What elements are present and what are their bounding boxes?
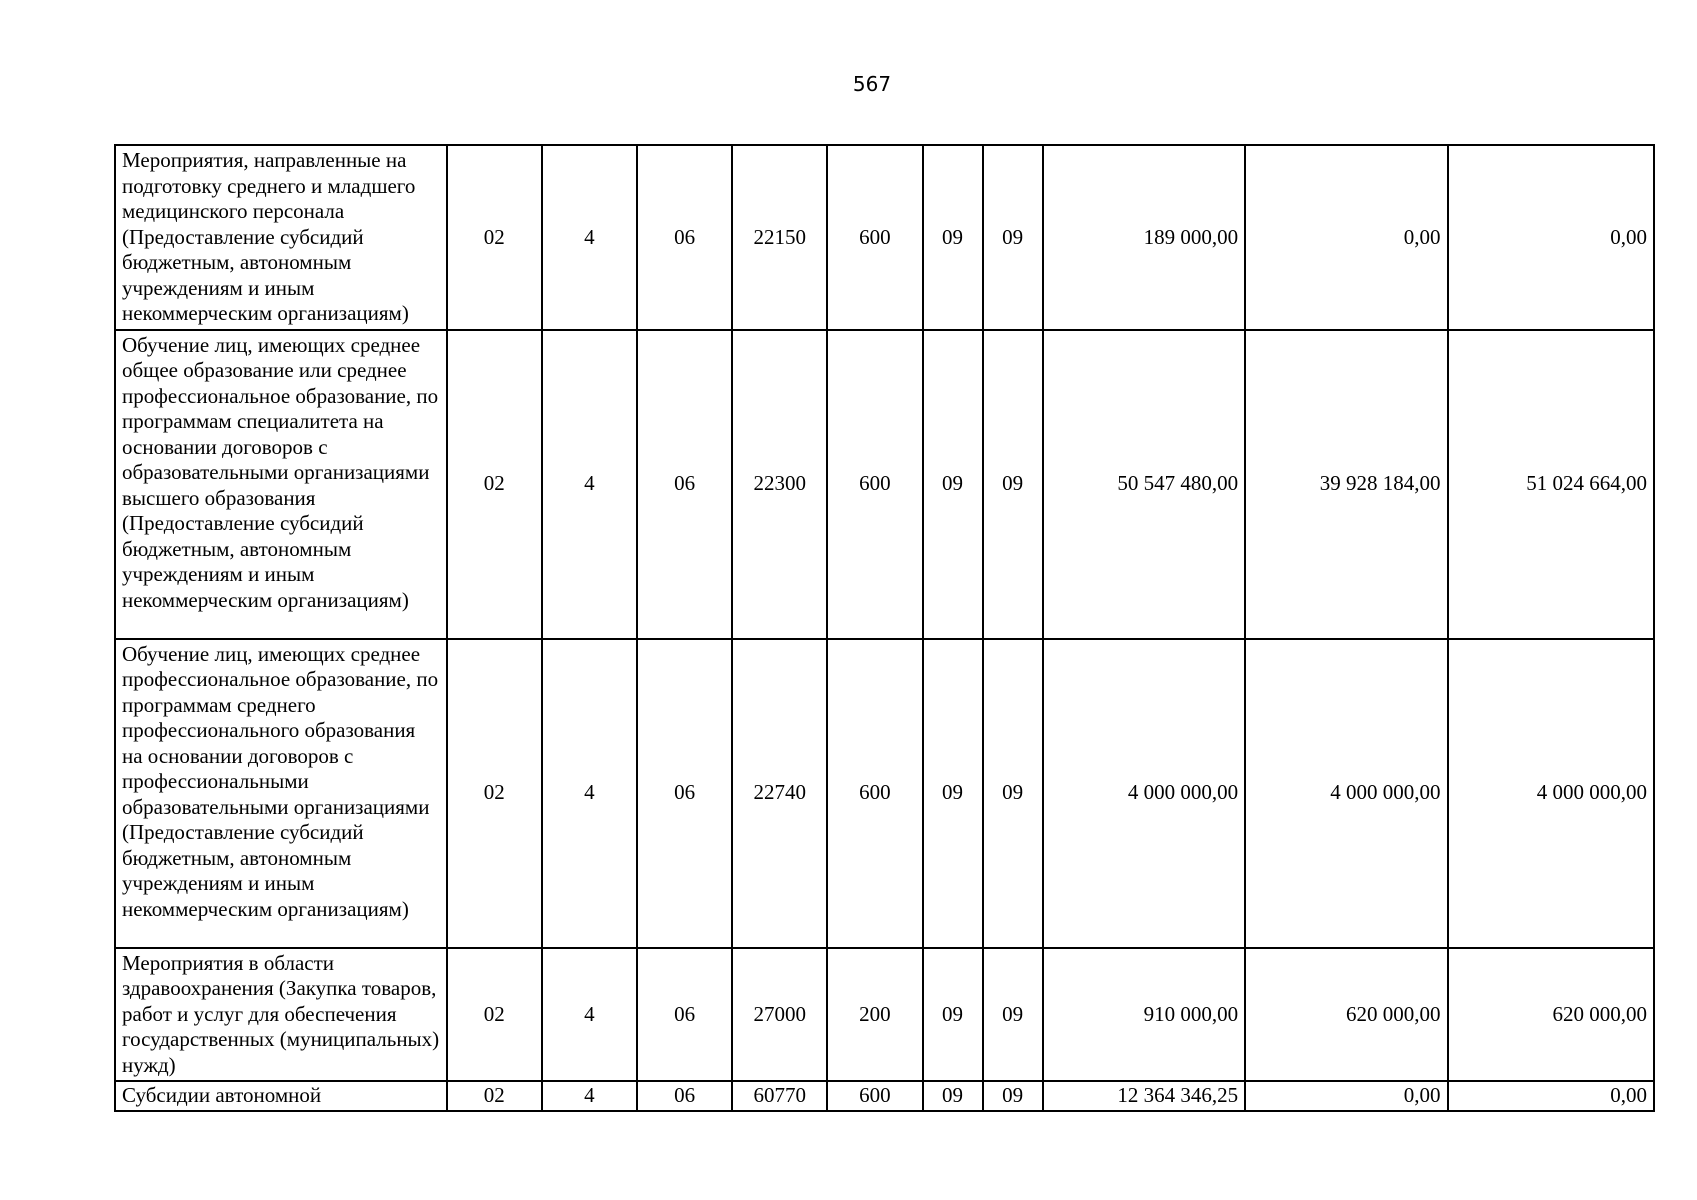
- amount-year-1: 189 000,00: [1043, 145, 1245, 330]
- table-row: [115, 948, 1654, 1082]
- expense-type-code: 200: [827, 948, 922, 1082]
- subprogram-code: 4: [542, 639, 637, 948]
- direction-code: 60770: [732, 1081, 827, 1111]
- table-row: [115, 330, 1654, 639]
- subsection-code: 09: [983, 948, 1043, 1082]
- row-description: Субсидии автономной: [115, 1081, 447, 1111]
- main-activity-code: 06: [637, 330, 732, 639]
- program-code: 02: [447, 330, 542, 639]
- amount-year-3: 51 024 664,00: [1448, 330, 1655, 639]
- amount-year-2: 39 928 184,00: [1245, 330, 1447, 639]
- subprogram-code: 4: [542, 330, 637, 639]
- program-code: 02: [447, 145, 542, 330]
- direction-code: 22150: [732, 145, 827, 330]
- row-description: Обучение лиц, имеющих среднее общее образование или среднее профессиональное образование, по программам специалитета на основании договоров с образовательными организациями высшего образования (Предоставление субсидий бюджетным, автономным учреждениям и иным некоммерческим организациям): [115, 330, 447, 639]
- amount-year-1: 12 364 346,25: [1043, 1081, 1245, 1111]
- table-row: [115, 639, 1654, 948]
- program-code: 02: [447, 1081, 542, 1111]
- amount-year-3: 4 000 000,00: [1448, 639, 1655, 948]
- amount-year-3: 0,00: [1448, 145, 1655, 330]
- subprogram-code: 4: [542, 1081, 637, 1111]
- expense-type-code: 600: [827, 639, 922, 948]
- amount-year-2: 620 000,00: [1245, 948, 1447, 1082]
- section-code: 09: [923, 330, 983, 639]
- subsection-code: 09: [983, 1081, 1043, 1111]
- row-description: Мероприятия в области здравоохранения (Закупка товаров, работ и услуг для обеспечения государственных (муниципальных) нужд): [115, 948, 447, 1082]
- amount-year-3: 620 000,00: [1448, 948, 1655, 1082]
- amount-year-1: 50 547 480,00: [1043, 330, 1245, 639]
- amount-year-2: 0,00: [1245, 1081, 1447, 1111]
- expense-type-code: 600: [827, 1081, 922, 1111]
- direction-code: 27000: [732, 948, 827, 1082]
- subsection-code: 09: [983, 639, 1043, 948]
- table-row: [115, 1081, 1654, 1111]
- amount-year-1: 4 000 000,00: [1043, 639, 1245, 948]
- subprogram-code: 4: [542, 145, 637, 330]
- direction-code: 22740: [732, 639, 827, 948]
- main-activity-code: 06: [637, 145, 732, 330]
- main-activity-code: 06: [637, 948, 732, 1082]
- main-activity-code: 06: [637, 639, 732, 948]
- section-code: 09: [923, 1081, 983, 1111]
- section-code: 09: [923, 145, 983, 330]
- expense-type-code: 600: [827, 330, 922, 639]
- main-activity-code: 06: [637, 1081, 732, 1111]
- row-description: Мероприятия, направленные на подготовку среднего и младшего медицинского персонала (Предоставление субсидий бюджетным, автономным учреждениям и иным некоммерческим организациям): [115, 145, 447, 330]
- amount-year-2: 0,00: [1245, 145, 1447, 330]
- program-code: 02: [447, 639, 542, 948]
- amount-year-3: 0,00: [1448, 1081, 1655, 1111]
- table-row: [115, 145, 1654, 330]
- program-code: 02: [447, 948, 542, 1082]
- amount-year-1: 910 000,00: [1043, 948, 1245, 1082]
- amount-year-2: 4 000 000,00: [1245, 639, 1447, 948]
- subsection-code: 09: [983, 330, 1043, 639]
- direction-code: 22300: [732, 330, 827, 639]
- budget-table: [114, 144, 1655, 1112]
- subsection-code: 09: [983, 145, 1043, 330]
- page-number: 567: [852, 72, 892, 96]
- section-code: 09: [923, 639, 983, 948]
- subprogram-code: 4: [542, 948, 637, 1082]
- expense-type-code: 600: [827, 145, 922, 330]
- section-code: 09: [923, 948, 983, 1082]
- row-description: Обучение лиц, имеющих среднее профессиональное образование, по программам среднего профессионального образования на основании договоров с профессиональными образовательными организациями (Предоставление субсидий бюджетным, автономным учреждениям и иным некоммерческим организациям): [115, 639, 447, 948]
